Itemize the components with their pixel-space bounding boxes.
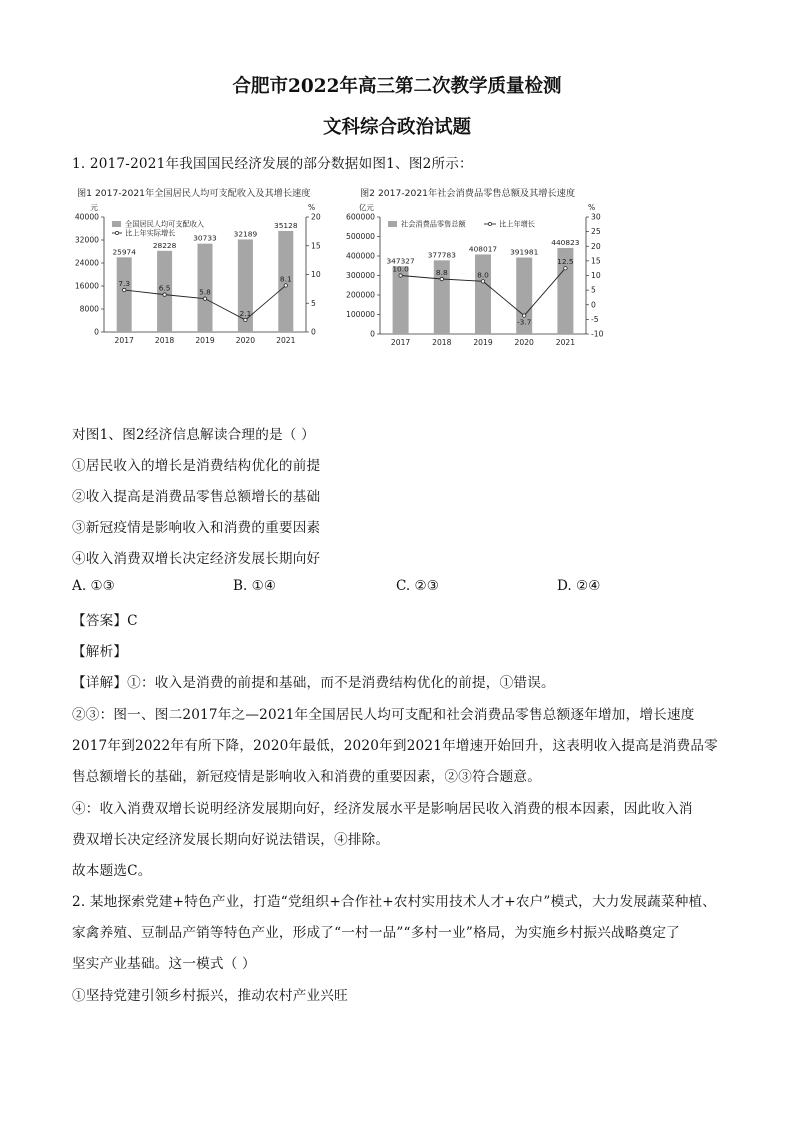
right-axis-unit: %	[308, 203, 316, 212]
q2-stem-line: 坚实产业基础。这一模式（ ）	[72, 956, 256, 972]
right-tick-label: -5	[591, 314, 599, 324]
left-tick-label: 300000	[346, 271, 375, 281]
legend-line-label: 比上年增长	[499, 219, 535, 229]
x-tick-label: 2018	[432, 338, 452, 347]
q2-stem-line: 2. 某地探索党建+特色产业，打造“党组织+合作社+农村实用技术人才+农户”模式，大力发展蔬菜种植、	[72, 894, 717, 910]
growth-value-label: 10.0	[392, 264, 409, 274]
right-tick-label: 25	[591, 227, 601, 237]
q1-stem: 1. 2017-2021年我国国民经济发展的部分数据如图1、图2所示：	[72, 156, 473, 172]
growth-value-label: 7.3	[118, 279, 131, 289]
bar	[117, 257, 132, 332]
explanation-line: 【详解】①：收入是消费的前提和基础，而不是消费结构优化的前提，①错误。	[72, 675, 555, 691]
left-tick-label: 8000	[79, 304, 99, 314]
right-tick-label: 0	[311, 327, 316, 337]
bar-value-label: 440823	[551, 238, 580, 248]
option-a: A. ①③	[72, 578, 115, 594]
right-tick-label: 15	[311, 241, 321, 251]
option-b: B. ①④	[233, 578, 277, 594]
figure-2-title: 图2 2017-2021年社会消费品零售总额及其增长速度	[360, 188, 576, 199]
bar	[475, 254, 491, 334]
statement-1: ①居民收入的增长是消费结构优化的前提	[72, 458, 321, 474]
growth-point	[564, 266, 567, 269]
growth-point	[203, 297, 206, 300]
left-tick-label: 0	[370, 329, 375, 339]
explanation-line: ②③：图一、图二2017年之—2021年全国居民人均可支配和社会消费品零售总额逐年增加，增长速度	[72, 707, 695, 723]
x-tick-label: 2021	[276, 336, 296, 345]
bar-value-label: 32189	[233, 229, 258, 239]
statement-2: ②收入提高是消费品零售总额增长的基础	[72, 489, 321, 505]
right-tick-label: 10	[591, 271, 601, 281]
x-tick-label: 2021	[555, 338, 576, 347]
left-tick-label: 100000	[346, 310, 375, 320]
page-title: 合肥市2022年高三第二次教学质量检测	[232, 76, 562, 97]
legend-line-marker	[488, 222, 491, 225]
bar-value-label: 408017	[468, 244, 498, 254]
figure-2-chart	[346, 180, 612, 350]
bar-value-label: 347327	[386, 256, 415, 266]
growth-point	[163, 293, 166, 296]
right-tick-label: 20	[311, 212, 321, 222]
right-axis-unit: %	[588, 203, 596, 212]
growth-point	[284, 284, 287, 287]
left-tick-label: 0	[94, 327, 99, 337]
right-tick-label: 5	[591, 285, 596, 295]
q2-statement-1: ①坚持党建引领乡村振兴，推动农村产业兴旺	[72, 988, 348, 1004]
right-tick-label: 30	[591, 212, 601, 222]
statement-3: ③新冠疫情是影响收入和消费的重要因素	[72, 520, 321, 536]
answer: 【答案】C	[72, 613, 138, 629]
growth-value-label: 8.1	[279, 274, 292, 284]
right-tick-label: 10	[311, 270, 321, 280]
x-tick-label: 2020	[514, 338, 534, 347]
x-tick-label: 2017	[114, 336, 134, 345]
growth-value-label: 8.8	[435, 268, 448, 278]
left-tick-label: 600000	[346, 212, 375, 222]
growth-point	[399, 274, 402, 277]
legend-line-label: 比上年实际增长	[125, 228, 176, 238]
legend-bar-swatch	[112, 221, 121, 227]
left-tick-label: 400000	[346, 251, 375, 261]
legend-bar-swatch	[388, 221, 397, 227]
right-tick-label: 15	[591, 256, 601, 266]
option-c: C. ②③	[396, 578, 439, 594]
explanation-line: 2017年到2022年有所下降，2020年最低，2020年到2021年增速开始回升，这表明收入提高是消费品零	[72, 738, 718, 754]
figure-1-title: 图1 2017-2021年全国居民人均可支配收入及其增长速度	[77, 188, 311, 199]
left-tick-label: 500000	[346, 232, 375, 242]
left-tick-label: 16000	[74, 281, 99, 291]
growth-point	[440, 277, 443, 280]
growth-point	[244, 318, 247, 321]
statement-4: ④收入消费双增长决定经济发展长期向好	[72, 551, 321, 567]
analysis-label: 【解析】	[72, 644, 128, 660]
growth-value-label: -3.7	[516, 317, 532, 327]
x-tick-label: 2018	[154, 336, 175, 345]
growth-value-label: 6.5	[158, 283, 171, 293]
bar-value-label: 28228	[152, 240, 177, 250]
right-tick-label: -10	[591, 329, 604, 339]
growth-point	[123, 288, 126, 291]
explanation-line: 售总额增长的基础，新冠疫情是影响收入和消费的重要因素，②③符合题意。	[72, 769, 541, 785]
left-tick-label: 32000	[74, 235, 99, 245]
legend-line-marker	[115, 231, 118, 234]
growth-value-label: 8.0	[477, 270, 489, 280]
explanation-line: 故本题选C。	[72, 863, 152, 879]
figure-1-chart	[70, 180, 354, 350]
explanation-line: ④：收入消费双增长说明经济发展期向好，经济发展水平是影响居民收入消费的根本因素，因此收入消	[72, 801, 693, 817]
growth-value-label: 5.8	[199, 287, 211, 297]
explanation-line: 费双增长决定经济发展长期向好说法错误，④排除。	[72, 832, 390, 848]
page-subtitle: 文科综合政治试题	[322, 117, 471, 138]
q2-stem-line: 家禽养殖、豆制品产销等特色产业，形成了“一村一品”“多村一业”格局，为实施乡村振兴战略奠定了	[72, 925, 680, 941]
growth-value-label: 2.1	[239, 308, 252, 318]
growth-value-label: 12.5	[557, 257, 574, 267]
left-axis-unit: 亿元	[358, 203, 374, 212]
bar-value-label: 377783	[427, 250, 456, 260]
option-d: D. ②④	[557, 578, 601, 594]
legend-bar-label: 全国居民人均可支配收入	[125, 219, 205, 229]
right-tick-label: 20	[591, 241, 601, 251]
bar-value-label: 391981	[510, 247, 539, 257]
bar-value-label: 25974	[112, 247, 136, 257]
right-tick-label: 5	[311, 298, 316, 308]
growth-point	[481, 280, 484, 283]
legend-bar-label: 社会消费品零售总额	[401, 219, 466, 229]
right-tick-label: 0	[591, 300, 596, 310]
x-tick-label: 2019	[473, 338, 493, 347]
left-tick-label: 200000	[346, 290, 375, 300]
bar-value-label: 35128	[274, 221, 298, 231]
q1-prompt: 对图1、图2经济信息解读合理的是（ ）	[72, 427, 315, 443]
x-tick-label: 2020	[235, 336, 256, 345]
x-tick-label: 2019	[195, 336, 215, 345]
bar-value-label: 30733	[193, 233, 217, 243]
left-axis-unit: 元	[90, 203, 98, 212]
left-tick-label: 24000	[74, 258, 99, 268]
left-tick-label: 40000	[74, 212, 99, 222]
x-tick-label: 2017	[390, 338, 411, 347]
